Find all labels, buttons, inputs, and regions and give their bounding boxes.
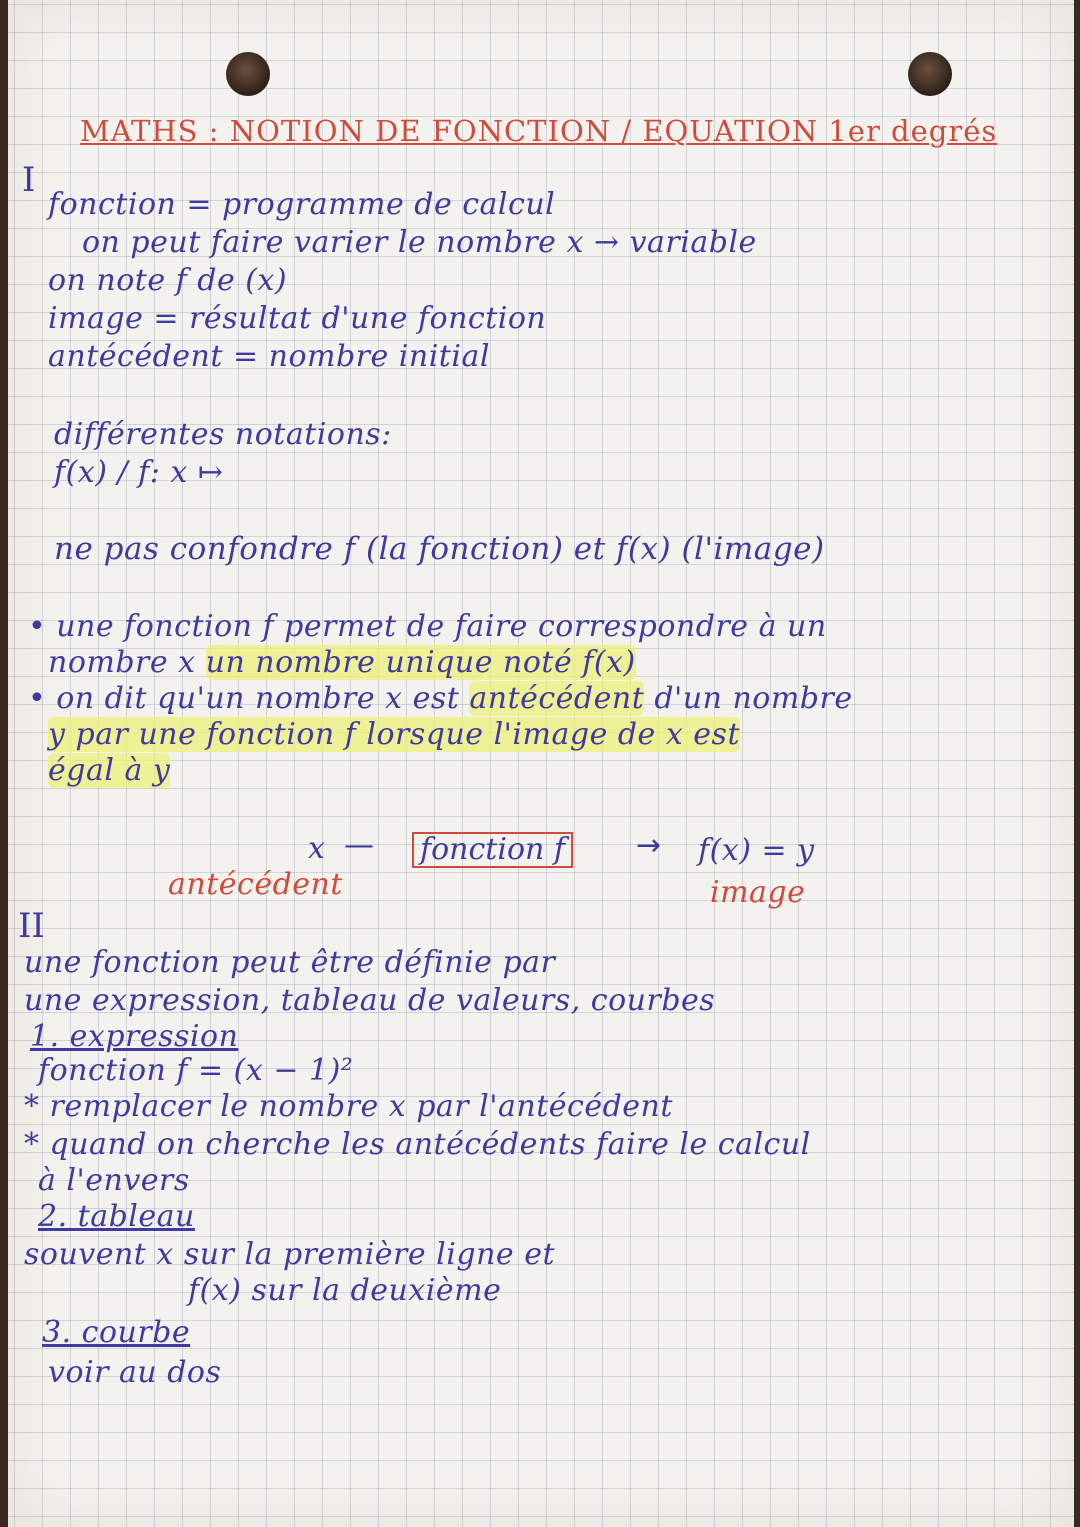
bullet-2-line-3: égal à y	[48, 753, 171, 788]
section-2-intro-1: une fonction peut être définie par	[24, 945, 556, 980]
definition-line-3: on note f de (x)	[48, 263, 288, 298]
highlight-antecedent: antécédent	[469, 681, 645, 716]
bullet-2-line-2: y par une fonction f lorsque l'image de x est	[48, 717, 741, 752]
bullet-1-line-2: nombre x un nombre unique noté f(x)	[48, 645, 636, 680]
courbe-note: voir au dos	[48, 1355, 222, 1390]
heading-courbe: 3. courbe	[42, 1315, 191, 1350]
notations-title: différentes notations:	[54, 417, 392, 452]
diagram-function-box: fonction f	[412, 832, 573, 868]
definition-line-5: antécédent = nombre initial	[48, 339, 490, 374]
expression-note-2b: à l'envers	[38, 1163, 190, 1198]
expression-note-1: * remplacer le nombre x par l'antécédent	[24, 1089, 673, 1124]
diagram-antecedent-label: antécédent	[168, 867, 343, 902]
bullet-1-line-1: • une fonction f permet de faire correspondre à un	[28, 609, 827, 644]
definition-line-1: fonction = programme de calcul	[48, 187, 556, 222]
tableau-note-1: souvent x sur la première ligne et	[24, 1237, 555, 1272]
highlight-unique: un nombre unique noté f(x)	[205, 645, 636, 680]
diagram-result: f(x) = y	[698, 833, 815, 868]
page-title: MATHS : NOTION DE FONCTION / EQUATION 1er degrés	[80, 114, 998, 148]
definition-line-2: on peut faire varier le nombre x → variable	[82, 225, 757, 260]
section-2-numeral: II	[18, 906, 45, 946]
section-1-numeral: I	[22, 160, 36, 200]
notations: f(x) / f: x ↦	[54, 455, 224, 490]
warning-note: ne pas confondre f (la fonction) et f(x) (l'image)	[54, 531, 825, 567]
heading-tableau: 2. tableau	[38, 1199, 195, 1234]
tableau-note-2: f(x) sur la deuxième	[188, 1273, 502, 1308]
diagram-image-label: image	[710, 875, 806, 910]
expression-formula: fonction f = (x − 1)²	[38, 1053, 354, 1088]
section-2-intro-2: une expression, tableau de valeurs, courbes	[24, 983, 716, 1018]
notebook-page	[8, 0, 1074, 1527]
expression-note-2: * quand on cherche les antécédents faire le calcul	[24, 1127, 811, 1162]
punch-hole-right	[908, 52, 952, 96]
arrow-right-icon: →	[636, 828, 662, 863]
definition-line-4: image = résultat d'une fonction	[48, 301, 547, 336]
bullet-2-line-1: • on dit qu'un nombre x est antécédent d'un nombre	[28, 681, 853, 716]
punch-hole-left	[226, 52, 270, 96]
heading-expression: 1. expression	[30, 1019, 239, 1054]
arrow-icon: —	[344, 828, 374, 863]
diagram-x: x	[308, 831, 326, 866]
